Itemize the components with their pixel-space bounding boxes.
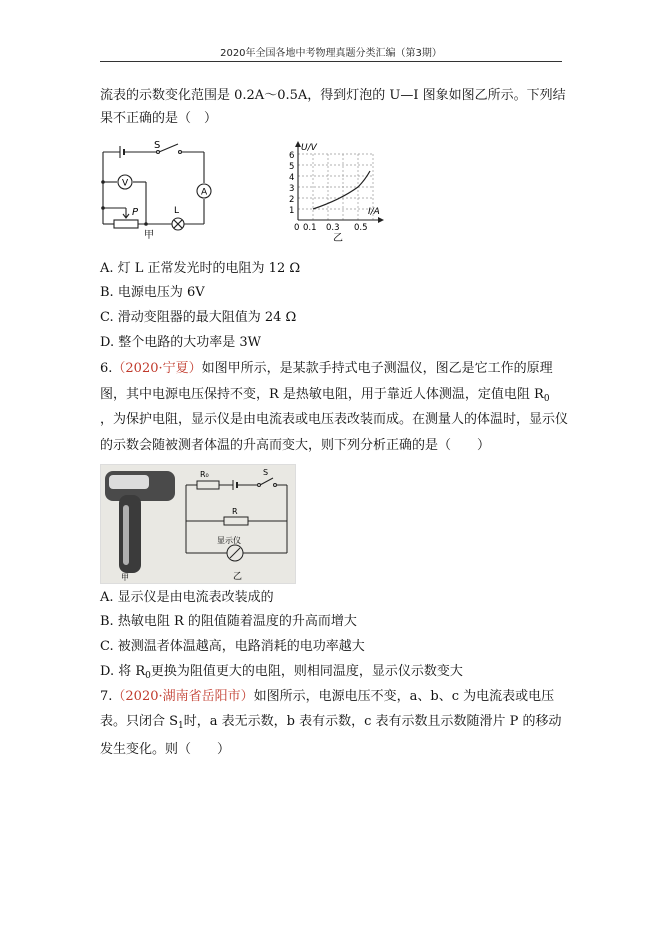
q6-stem-line-1	[100, 360, 553, 378]
y-tick-1: 1	[289, 206, 295, 216]
switch-s-label-q6: S	[263, 468, 269, 477]
q5-option-b: B. 电源电压为 6V	[100, 285, 205, 300]
caption-jia: 甲	[121, 573, 129, 582]
q6-option-d-pre: D. 将 R	[100, 664, 146, 679]
switch-s-label: S	[154, 140, 161, 151]
y-tick-5: 5	[289, 162, 295, 172]
q5-option-c: C. 滑动变阻器的最大阻值为 24 Ω	[100, 310, 297, 325]
q7-stem-text-2-post: 时，a 表无示数，b 表有示数，c 表有示数且示数随滑片 P 的移动	[183, 714, 562, 729]
q5-circuit-figure	[98, 140, 216, 240]
y-tick-2: 2	[289, 195, 295, 205]
header-divider	[100, 61, 562, 62]
q6-number: 6.	[100, 361, 113, 376]
q5-stem-line-1: 流表的示数变化范围是 0.2A～0.5A，得到灯泡的 U—I 图象如图乙所示。下列结	[100, 88, 566, 103]
x-axis-label: I/A	[368, 207, 380, 217]
q6-option-b: B. 热敏电阻 R 的阻值随着温度的升高而增大	[100, 614, 357, 629]
x-tick-0-3: 0.3	[326, 223, 340, 233]
q7-stem-line-2	[100, 713, 562, 735]
thermometer-photo	[101, 465, 295, 583]
q6-stem-text-1: 如图甲所示，是某款手持式电子测温仪，图乙是它工作的原理	[201, 361, 553, 376]
q6-stem-line-3: ，为保护电阻，显示仪是由电流表或电压表改装而成。在测量人的体温时，显示仪	[100, 412, 569, 427]
lamp-l-label: L	[174, 206, 180, 216]
y-tick-4: 4	[289, 173, 295, 183]
q7-source: （2020·湖南省岳阳市）	[112, 689, 254, 704]
q6-option-d-post: 更换为阻值更大的电阻，则相同温度，显示仪示数变大	[150, 664, 463, 679]
q6-option-c: C. 被测温者体温越高，电路消耗的电功率越大	[100, 639, 365, 654]
y-tick-6: 6	[289, 151, 295, 161]
q6-source: （2020·宁夏）	[112, 361, 202, 376]
thermometer-gun	[105, 471, 175, 573]
meter-label: 显示仪	[217, 536, 241, 545]
figure-jia-caption: 甲	[144, 230, 154, 240]
q7-s1-subscript: 1	[178, 721, 184, 731]
q6-r0-subscript: 0	[543, 394, 550, 404]
voltmeter-label: V	[122, 178, 129, 189]
q6-option-a: A. 显示仪是由电流表改装成的	[100, 590, 274, 605]
y-axis-label: U/V	[301, 143, 317, 153]
q6-stem-line-2	[100, 386, 550, 408]
q6-stem-line-4: 的示数会随被测者体温的升高而变大，则下列分析正确的是（ ）	[100, 438, 491, 453]
x-tick-0: 0	[294, 223, 300, 233]
q6-option-d-subscript: 0	[145, 671, 151, 681]
figure-yi-caption: 乙	[333, 233, 343, 244]
ui-curve	[313, 171, 370, 209]
r-label: R	[232, 507, 238, 516]
q5-option-a: A. 灯 L 正常发光时的电阻为 12 Ω	[100, 261, 301, 276]
r0-label: R₀	[200, 470, 209, 479]
q7-stem-text-1: 如图所示，电源电压不变，a、b、c 为电流表或电压	[253, 689, 555, 704]
q7-stem-line-1	[100, 688, 554, 706]
q5-option-d: D. 整个电路的大功率是 3W	[100, 335, 261, 350]
caption-yi: 乙	[233, 572, 243, 582]
q6-stem-text-2: 图，其中电源电压保持不变，R 是热敏电阻，用于靠近人体测温，定值电阻 R	[100, 387, 544, 402]
q5-ui-graph	[282, 140, 392, 244]
thermometer-figure	[100, 464, 296, 584]
slider-p-label: P	[132, 207, 139, 218]
ammeter-label: A	[201, 187, 208, 198]
q7-stem-text-2-pre: 表。只闭合 S	[100, 714, 179, 729]
q7-stem-line-3: 发生变化。则（ ）	[100, 742, 231, 757]
y-tick-3: 3	[289, 184, 295, 194]
x-tick-0-1: 0.1	[303, 223, 317, 233]
page-header: 2020年全国各地中考物理真题分类汇编（第3期）	[220, 48, 442, 59]
x-tick-0-5: 0.5	[354, 223, 368, 233]
q5-stem-line-2: 果不正确的是（ ）	[100, 111, 218, 126]
q6-option-d	[100, 663, 463, 685]
q7-number: 7.	[100, 689, 113, 704]
